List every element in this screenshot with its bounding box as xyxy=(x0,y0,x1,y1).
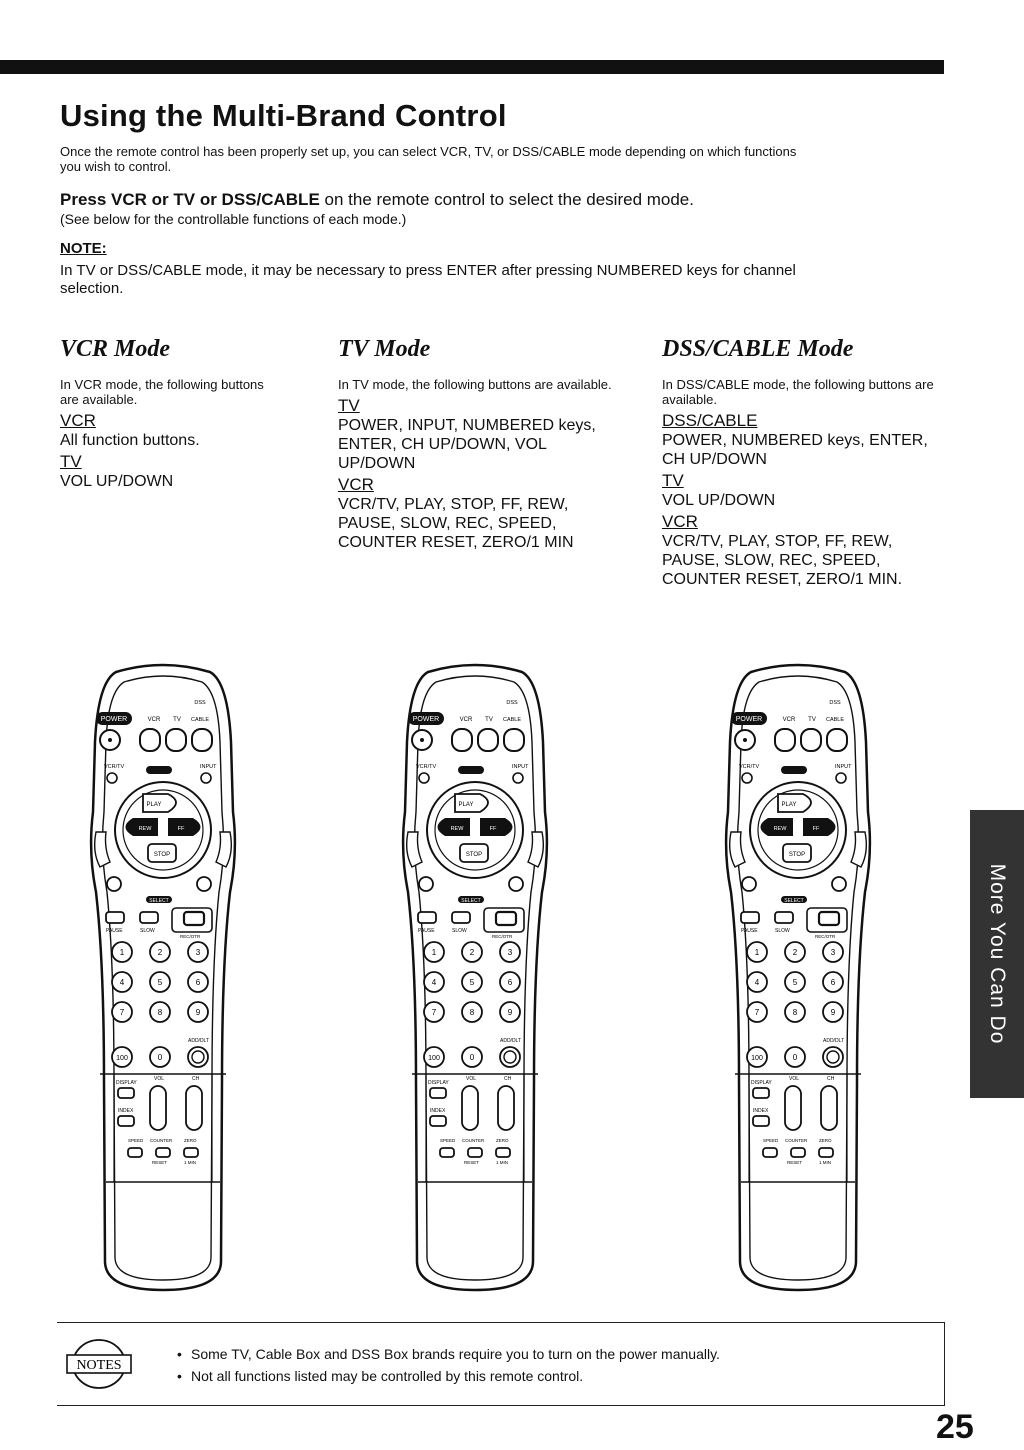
dss-cable-button xyxy=(504,729,524,751)
vcrtv-label: VCR/TV xyxy=(739,764,760,770)
tv-button xyxy=(478,729,498,751)
number-key-label: 5 xyxy=(469,978,475,987)
power-label: POWER xyxy=(100,716,128,723)
vcr-button xyxy=(775,729,795,751)
page-title: Using the Multi-Brand Control xyxy=(60,98,507,133)
tv-mode-description: In TV mode, the following buttons are available. xyxy=(338,377,612,392)
number-key-label: 6 xyxy=(830,978,836,987)
number-key-label: 9 xyxy=(507,1008,513,1017)
instruction-rest: on the remote control to select the desired mode. xyxy=(319,190,694,209)
dss-cable-button xyxy=(192,729,212,751)
ch-button xyxy=(821,1086,837,1130)
top-rule xyxy=(0,60,944,74)
display-button xyxy=(430,1088,446,1098)
add-dlt-label: ADD/DLT xyxy=(500,1038,522,1044)
tv-mode-title: TV Mode xyxy=(338,336,431,362)
power-label: POWER xyxy=(412,716,440,723)
dss-cable-button xyxy=(827,729,847,751)
sub-instruction: (See below for the controllable functions of each mode.) xyxy=(60,211,407,227)
cable-label: CABLE xyxy=(502,717,522,723)
number-key-label: 4 xyxy=(754,978,760,987)
number-key-label: 9 xyxy=(195,1008,201,1017)
dss-label: DSS xyxy=(194,700,206,706)
vcr-label: VCR xyxy=(147,717,161,723)
number-key-label: 8 xyxy=(792,1008,798,1017)
number-key-label: 6 xyxy=(507,978,513,987)
ff-label: FF xyxy=(177,826,185,832)
ff-label: FF xyxy=(489,826,497,832)
dss-label: DSS xyxy=(829,700,841,706)
number-key-label: 5 xyxy=(792,978,798,987)
counter-reset-button xyxy=(156,1148,170,1157)
remote-illustration-tv xyxy=(400,662,550,1299)
key-0-label: 0 xyxy=(469,1053,475,1062)
note-item: • Not all functions listed may be controlled by this remote control. xyxy=(177,1365,720,1387)
vol-button xyxy=(462,1086,478,1130)
vcr-mode-section-text: All function buttons. xyxy=(60,432,200,449)
tv-mode-section-label: TV xyxy=(338,396,360,415)
number-key-label: 2 xyxy=(469,948,475,957)
key-0-label: 0 xyxy=(792,1053,798,1062)
tv-label: TV xyxy=(173,717,181,723)
vcr-mode-description: In VCR mode, the following buttons are available. xyxy=(60,377,264,407)
one-min-label: 1 MIN xyxy=(819,1160,832,1165)
dss-cable-mode-description: In DSS/CABLE mode, the following buttons are available. xyxy=(662,377,934,407)
tv-mode-column xyxy=(338,336,628,554)
number-key-label: 8 xyxy=(157,1008,163,1017)
dss-cable-mode-section-label: TV xyxy=(662,471,684,490)
vcr-mode-section-text: VOL UP/DOWN xyxy=(60,473,174,490)
select-label: SELECT xyxy=(149,898,169,904)
speed-button xyxy=(440,1148,454,1157)
number-key-label: 2 xyxy=(157,948,163,957)
vol-label: VOL xyxy=(789,1076,800,1082)
dss-cable-mode-column xyxy=(662,336,962,591)
side-tab-label: More You Can Do xyxy=(986,863,1009,1045)
display-button xyxy=(118,1088,134,1098)
key-0-label: 0 xyxy=(157,1053,163,1062)
select-label: SELECT xyxy=(784,898,804,904)
note-item: • Some TV, Cable Box and DSS Box brands require you to turn on the power manually. xyxy=(177,1343,720,1365)
zero-label: ZERO xyxy=(819,1138,832,1143)
display-button xyxy=(753,1088,769,1098)
vcrtv-label: VCR/TV xyxy=(416,764,437,770)
zero-label: ZERO xyxy=(184,1138,197,1143)
tv-mode-section-label: VCR xyxy=(338,475,374,494)
remote-control-drawing xyxy=(723,662,873,1294)
remote-illustration-vcr xyxy=(88,662,238,1299)
power-label: POWER xyxy=(735,716,763,723)
ch-label: CH xyxy=(827,1076,835,1082)
number-key-label: 3 xyxy=(195,948,201,957)
tv-label: TV xyxy=(485,717,493,723)
zero-button xyxy=(184,1148,198,1157)
ch-label: CH xyxy=(504,1076,512,1082)
number-key-label: 8 xyxy=(469,1008,475,1017)
slow-label: SLOW xyxy=(452,928,467,934)
number-key-label: 3 xyxy=(507,948,513,957)
index-button xyxy=(753,1116,769,1126)
index-label: INDEX xyxy=(753,1108,769,1114)
number-key-label: 3 xyxy=(830,948,836,957)
key-100-label: 100 xyxy=(428,1055,440,1062)
index-label: INDEX xyxy=(430,1108,446,1114)
one-min-label: 1 MIN xyxy=(496,1160,509,1165)
vol-label: VOL xyxy=(154,1076,165,1082)
number-key-label: 2 xyxy=(792,948,798,957)
speed-label: SPEED xyxy=(763,1138,779,1143)
vol-button xyxy=(785,1086,801,1130)
vcr-label: VCR xyxy=(459,717,473,723)
zero-label: ZERO xyxy=(496,1138,509,1143)
number-keypad xyxy=(747,942,843,1022)
add-dlt-label: ADD/DLT xyxy=(188,1038,210,1044)
pause-button xyxy=(106,912,124,923)
dss-cable-mode-section-label: DSS/CABLE xyxy=(662,411,758,430)
notes-list xyxy=(177,1343,720,1387)
rec-label: REC/OTR xyxy=(815,934,836,939)
dss-cable-mode-section-text: VCR/TV, PLAY, STOP, FF, REW, PAUSE, SLOW, REC, SPEED, COUNTER RESET, ZERO/1 MIN. xyxy=(662,533,903,588)
vol-button xyxy=(150,1086,166,1130)
index-label: INDEX xyxy=(118,1108,134,1114)
ch-label: CH xyxy=(192,1076,200,1082)
cable-label: CABLE xyxy=(825,717,845,723)
input-label: INPUT xyxy=(835,764,852,770)
pause-button xyxy=(418,912,436,923)
number-key-label: 7 xyxy=(431,1008,437,1017)
zero-button xyxy=(496,1148,510,1157)
speed-button xyxy=(128,1148,142,1157)
rew-label: REW xyxy=(773,826,787,832)
input-label: INPUT xyxy=(512,764,529,770)
notes-icon-label: NOTES xyxy=(76,1358,122,1373)
dss-cable-mode-section-label: VCR xyxy=(662,512,698,531)
speed-label: SPEED xyxy=(440,1138,456,1143)
number-key-label: 5 xyxy=(157,978,163,987)
counter-reset-button xyxy=(468,1148,482,1157)
reset-label: RESET xyxy=(152,1160,168,1165)
stop-label: STOP xyxy=(465,852,483,858)
vcr-mode-title: VCR Mode xyxy=(60,336,171,362)
note-heading: NOTE: xyxy=(60,240,107,257)
slow-button xyxy=(140,912,158,923)
vcr-mode-section-label: VCR xyxy=(60,411,96,430)
display-label: DISPLAY xyxy=(116,1080,137,1086)
tv-button xyxy=(166,729,186,751)
number-key-label: 1 xyxy=(431,948,437,957)
remote-control-drawing xyxy=(88,662,238,1294)
vcr-mode-section-label: TV xyxy=(60,452,82,471)
number-key-label: 4 xyxy=(431,978,437,987)
one-min-label: 1 MIN xyxy=(184,1160,197,1165)
vcr-mode-column xyxy=(60,336,350,493)
input-label: INPUT xyxy=(200,764,217,770)
ch-button xyxy=(498,1086,514,1130)
vcr-button xyxy=(452,729,472,751)
dss-cable-mode-section-text: POWER, NUMBERED keys, ENTER, CH UP/DOWN xyxy=(662,432,928,468)
dss-cable-mode-title: DSS/CABLE Mode xyxy=(662,336,854,362)
dss-cable-mode-section-text: VOL UP/DOWN xyxy=(662,492,776,509)
pause-label: PAUSE xyxy=(106,928,123,934)
tv-mode-section-text: VCR/TV, PLAY, STOP, FF, REW, PAUSE, SLOW, REC, SPEED, COUNTER RESET, ZERO/1 MIN xyxy=(338,496,574,551)
page-number: 25 xyxy=(936,1408,974,1446)
pause-label: PAUSE xyxy=(418,928,435,934)
pause-label: PAUSE xyxy=(741,928,758,934)
key-100-label: 100 xyxy=(751,1055,763,1062)
reset-label: RESET xyxy=(787,1160,803,1165)
instruction xyxy=(60,190,860,209)
vcrtv-label: VCR/TV xyxy=(104,764,125,770)
pause-button xyxy=(741,912,759,923)
vcr-label: VCR xyxy=(782,717,796,723)
slow-button xyxy=(775,912,793,923)
counter-label: COUNTER xyxy=(785,1138,808,1143)
rec-label: REC/OTR xyxy=(180,934,201,939)
vol-label: VOL xyxy=(466,1076,477,1082)
number-keypad xyxy=(112,942,208,1022)
intro-text: Once the remote control has been properly set up, you can select VCR, TV, or DSS/CABLE mode depending on which functions you wish to control. xyxy=(60,144,797,174)
remote-illustration-dss-cable xyxy=(723,662,873,1299)
speed-button xyxy=(763,1148,777,1157)
rec-label: REC/OTR xyxy=(492,934,513,939)
index-button xyxy=(430,1116,446,1126)
slow-button xyxy=(452,912,470,923)
note-text: In TV or DSS/CABLE mode, it may be necessary to press ENTER after pressing NUMBERED keys for channel selection. xyxy=(60,262,796,297)
slow-label: SLOW xyxy=(140,928,155,934)
speed-label: SPEED xyxy=(128,1138,144,1143)
number-key-label: 1 xyxy=(754,948,760,957)
display-label: DISPLAY xyxy=(751,1080,772,1086)
number-keypad xyxy=(424,942,520,1022)
side-tab xyxy=(970,810,1024,1098)
add-dlt-label: ADD/DLT xyxy=(823,1038,845,1044)
stop-label: STOP xyxy=(153,852,171,858)
number-key-label: 7 xyxy=(119,1008,125,1017)
ch-button xyxy=(186,1086,202,1130)
instruction-bold: Press VCR or TV or DSS/CABLE xyxy=(60,190,320,209)
rew-label: REW xyxy=(450,826,464,832)
number-key-label: 9 xyxy=(830,1008,836,1017)
notes-box xyxy=(57,1322,945,1406)
play-label: PLAY xyxy=(781,802,797,808)
number-key-label: 6 xyxy=(195,978,201,987)
tv-mode-section-text: POWER, INPUT, NUMBERED keys, ENTER, CH UP/DOWN, VOL UP/DOWN xyxy=(338,417,596,472)
dss-label: DSS xyxy=(506,700,518,706)
number-key-label: 4 xyxy=(119,978,125,987)
counter-label: COUNTER xyxy=(462,1138,485,1143)
ff-label: FF xyxy=(812,826,820,832)
key-100-label: 100 xyxy=(116,1055,128,1062)
remote-control-drawing xyxy=(400,662,550,1294)
tv-label: TV xyxy=(808,717,816,723)
notes-icon xyxy=(57,1331,141,1397)
zero-button xyxy=(819,1148,833,1157)
play-label: PLAY xyxy=(146,802,162,808)
index-button xyxy=(118,1116,134,1126)
slow-label: SLOW xyxy=(775,928,790,934)
number-key-label: 1 xyxy=(119,948,125,957)
stop-label: STOP xyxy=(788,852,806,858)
cable-label: CABLE xyxy=(190,717,210,723)
play-label: PLAY xyxy=(458,802,474,808)
counter-label: COUNTER xyxy=(150,1138,173,1143)
reset-label: RESET xyxy=(464,1160,480,1165)
number-key-label: 7 xyxy=(754,1008,760,1017)
tv-button xyxy=(801,729,821,751)
rew-label: REW xyxy=(138,826,152,832)
counter-reset-button xyxy=(791,1148,805,1157)
select-label: SELECT xyxy=(461,898,481,904)
display-label: DISPLAY xyxy=(428,1080,449,1086)
vcr-button xyxy=(140,729,160,751)
